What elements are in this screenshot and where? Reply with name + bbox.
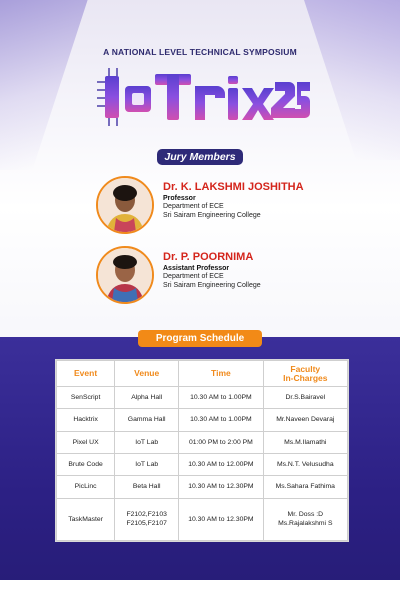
table-row xyxy=(57,453,348,475)
event-cell: PicLinc xyxy=(57,476,115,498)
program-schedule-heading: Program Schedule xyxy=(138,330,262,347)
jury-member-name: Dr. K. LAKSHMI JOSHITHA xyxy=(163,181,304,193)
table-row xyxy=(57,476,348,498)
venue-cell: Gamma Hall xyxy=(115,409,179,431)
bottom-margin xyxy=(0,580,400,600)
jury-member-role: Assistant Professor xyxy=(163,265,230,272)
jury-member-photo xyxy=(96,246,154,304)
svg-text:IoTRIX25: IoTRIX25 xyxy=(95,62,100,63)
jury-member-department: Department of ECE xyxy=(163,273,224,280)
jury-member-college: Sri Sairam Engineering College xyxy=(163,212,261,219)
venue-cell: Alpha Hall xyxy=(115,387,179,409)
venue-cell: Beta Hall xyxy=(115,476,179,498)
event-cell: Brute Code xyxy=(57,453,115,475)
venue-cell: F2102,F2103 F2105,F2107 xyxy=(115,498,179,540)
jury-member-name: Dr. P. POORNIMA xyxy=(163,251,254,263)
faculty-cell: Ms.M.Ilamathi xyxy=(263,431,347,453)
faculty-cell: Mr. Doss :D Ms.Rajalakshmi S xyxy=(263,498,347,540)
table-row xyxy=(57,498,348,540)
header-venue: Venue xyxy=(115,361,179,387)
time-cell: 10.30 AM to 1.00PM xyxy=(179,387,263,409)
table-row xyxy=(57,409,348,431)
time-cell: 10.30 AM to 12.30PM xyxy=(179,498,263,540)
header-faculty: Faculty In-Charges xyxy=(263,361,347,387)
time-cell: 01:00 PM to 2:00 PM xyxy=(179,431,263,453)
jury-member-college: Sri Sairam Engineering College xyxy=(163,282,261,289)
venue-cell: IoT Lab xyxy=(115,431,179,453)
jury-member-photo xyxy=(96,176,154,234)
venue-cell: IoT Lab xyxy=(115,453,179,475)
schedule-table xyxy=(55,359,349,542)
event-cell: Pixel UX xyxy=(57,431,115,453)
schedule-header-row xyxy=(57,361,348,387)
time-cell: 10.30 AM to 12.00PM xyxy=(179,453,263,475)
table-row xyxy=(57,387,348,409)
faculty-cell: Mr.Naveen Devaraj xyxy=(263,409,347,431)
event-cell: TaskMaster xyxy=(57,498,115,540)
header-time: Time xyxy=(179,361,263,387)
faculty-cell: Dr.S.Bairavel xyxy=(263,387,347,409)
table-row xyxy=(57,431,348,453)
iotrix-logo xyxy=(95,62,310,132)
time-cell: 10.30 AM to 1.00PM xyxy=(179,409,263,431)
time-cell: 10.30 AM to 12.30PM xyxy=(179,476,263,498)
symposium-kicker: A NATIONAL LEVEL TECHNICAL SYMPOSIUM xyxy=(103,47,297,57)
jury-member-card xyxy=(96,176,336,236)
faculty-cell: Ms.Sahara Fathima xyxy=(263,476,347,498)
event-cell: SenScript xyxy=(57,387,115,409)
jury-member-card xyxy=(96,246,336,306)
jury-member-department: Department of ECE xyxy=(163,203,224,210)
event-cell: Hacktrix xyxy=(57,409,115,431)
header-event: Event xyxy=(57,361,115,387)
jury-members-heading: Jury Members xyxy=(157,149,243,165)
jury-member-role: Professor xyxy=(163,195,196,202)
faculty-cell: Ms.N.T. Velusudha xyxy=(263,453,347,475)
